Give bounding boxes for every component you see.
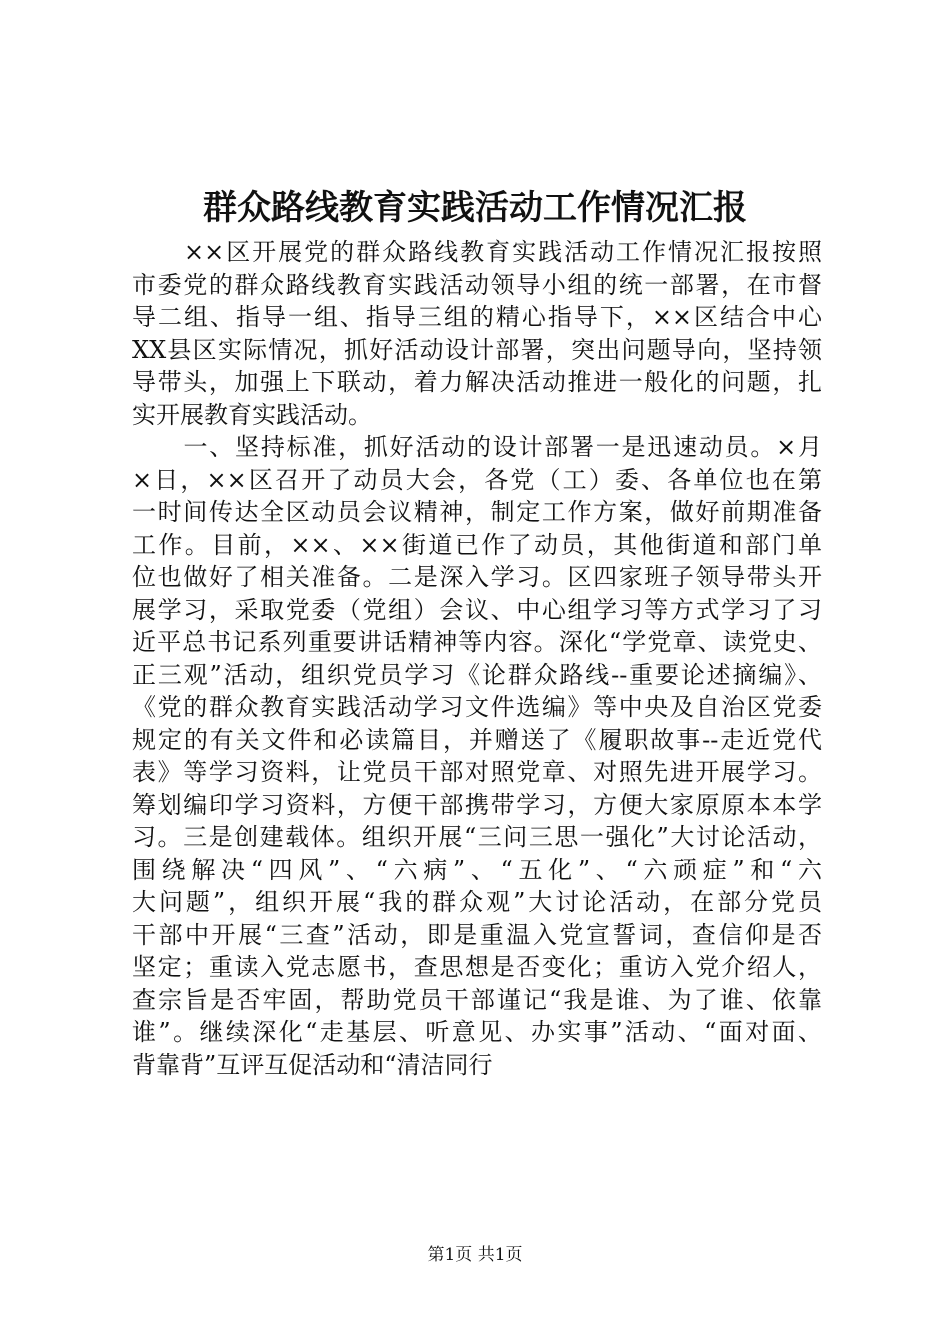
- paragraph-line: 展学习，采取党委（党组）会议、中心组学习等方式学习了习: [132, 595, 822, 624]
- paragraph-line: ×日，××区召开了动员大会，各党（工）委、各单位也在第: [132, 465, 822, 494]
- paragraph-line: XX县区实际情况，抓好活动设计部署，突出问题导向，坚持领: [132, 335, 822, 364]
- page-number-footer: 第1页 共1页: [427, 1245, 523, 1265]
- paragraph-line: 导二组、指导一组、指导三组的精心指导下，××区结合中心: [132, 303, 822, 331]
- paragraph-line: 筹划编印学习资料，方便干部携带学习，方便大家原原本本学: [132, 790, 822, 819]
- paragraph-line: 查宗旨是否牢固，帮助党员干部谨记“我是谁、为了谁、依靠: [132, 985, 822, 1014]
- paragraph-line: 导带头，加强上下联动，着力解决活动推进一般化的问题，扎: [132, 368, 822, 396]
- paragraph-line: 工作。目前，××、××街道已作了动员，其他街道和部门单: [132, 530, 822, 559]
- paragraph-line: 表》等学习资料，让党员干部对照党章、对照先进开展学习。: [132, 758, 822, 786]
- document-body: [132, 236, 822, 1081]
- paragraph-line: 正三观”活动，组织党员学习《论群众路线--重要论述摘编》、: [132, 660, 822, 689]
- paragraph-line: 规定的有关文件和必读篇目，并赠送了《履职故事--走近党代: [132, 725, 822, 754]
- paragraph-line: 《党的群众教育实践活动学习文件选编》等中央及自治区党委: [132, 693, 822, 721]
- paragraph-line: 位也做好了相关准备。二是深入学习。区四家班子领导带头开: [132, 563, 822, 591]
- paragraph-1: [132, 236, 822, 431]
- paragraph-line: 习。三是创建载体。组织开展“三问三思一强化”大讨论活动，: [132, 823, 822, 851]
- paragraph-line: 干部中开展“三查”活动，即是重温入党宣誓词，查信仰是否: [132, 920, 822, 949]
- paragraph-line: 实开展教育实践活动。: [132, 400, 372, 429]
- paragraph-line: 背靠背”互评互促活动和“清洁同行: [132, 1050, 493, 1079]
- paragraph-line: 一、坚持标准，抓好活动的设计部署一是迅速动员。×月: [132, 433, 822, 461]
- paragraph-2: [132, 431, 822, 1081]
- document-title: 群众路线教育实践活动工作情况汇报: [203, 188, 747, 228]
- paragraph-line: 坚定；重读入党志愿书，查思想是否变化；重访入党介绍人，: [132, 953, 822, 981]
- paragraph-line: 市委党的群众路线教育实践活动领导小组的统一部署，在市督: [132, 270, 822, 299]
- paragraph-line: 一时间传达全区动员会议精神，制定工作方案，做好前期准备: [132, 498, 822, 526]
- paragraph-line: 近平总书记系列重要讲话精神等内容。深化“学党章、读党史、: [132, 628, 822, 656]
- paragraph-line: 大问题”，组织开展“我的群众观”大讨论活动，在部分党员: [132, 888, 822, 916]
- paragraph-line: 围绕解决“四风”、“六病”、“五化”、“六顽症”和“六: [132, 855, 822, 884]
- paragraph-line: 谁”。继续深化“走基层、听意见、办实事”活动、“面对面、: [132, 1018, 822, 1046]
- paragraph-line: ××区开展党的群众路线教育实践活动工作情况汇报按照: [132, 238, 822, 266]
